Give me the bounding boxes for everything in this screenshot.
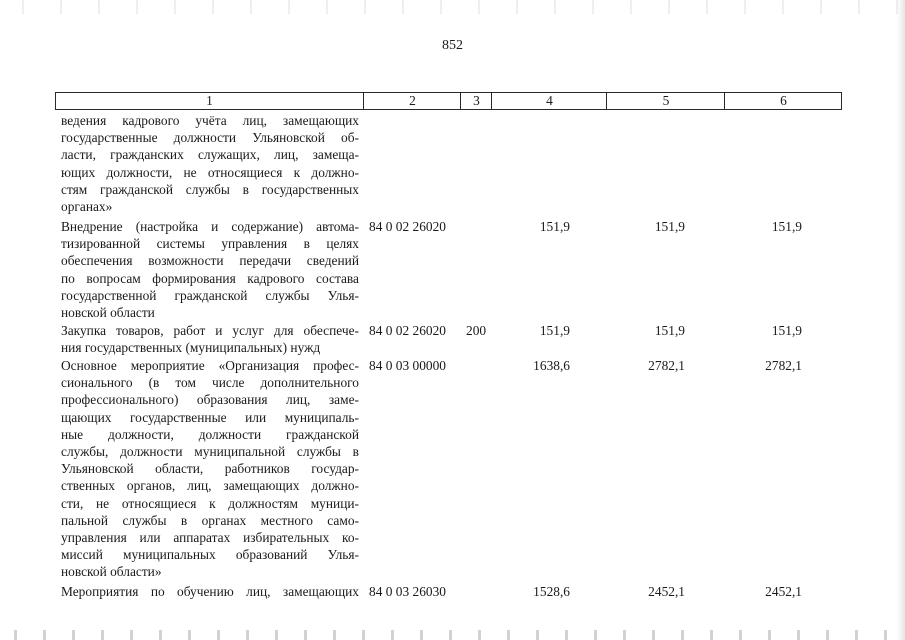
description-line: новской области»: [61, 564, 162, 580]
description-line: стям гражданской службы в государственных: [61, 181, 359, 197]
description-line: сти, не относящиеся к должностям муници-: [61, 495, 359, 511]
description-line: службы, должности муниципальной службы в: [61, 444, 359, 460]
header-col-5: 5: [606, 93, 725, 109]
value-col-5: 2782,1: [648, 358, 685, 373]
value-col-5: 151,9: [654, 323, 685, 338]
value-col-4: 151,9: [539, 219, 570, 234]
description-line: пальной службы в органах местного само-: [61, 512, 359, 528]
budget-code: 84 0 02 26020: [369, 219, 446, 234]
row-description: [61, 218, 359, 321]
description-line: государственной гражданской службы Улья-: [61, 287, 359, 303]
row-description: [61, 583, 359, 600]
description-line: Внедрение (настройка и содержание) автома-: [61, 219, 359, 234]
value-col-4: 151,9: [539, 323, 570, 338]
description-line: Мероприятия по обучению лиц, замещающих: [61, 584, 359, 599]
scan-noise-bottom: [0, 630, 905, 640]
header-col-4: 4: [491, 93, 607, 109]
description-line: сионального (в том числе дополнительного: [61, 375, 359, 391]
description-line: тизированной системы управления в целях: [61, 236, 359, 252]
header-col-3: 3: [460, 93, 492, 109]
budget-code: 84 0 03 26030: [369, 584, 446, 599]
description-line: ственных органов, лиц, замещающих должно-: [61, 478, 359, 494]
value-col-5: 151,9: [654, 219, 685, 234]
value-col-6: 151,9: [771, 219, 802, 234]
description-line: Закупка товаров, работ и услуг для обеспече-: [61, 323, 359, 338]
description-line: государственные должности Ульяновской об-: [61, 130, 359, 146]
description-line: ния государственных (муниципальных) нужд: [61, 340, 321, 356]
scan-edge-shadow: [897, 0, 905, 640]
header-col-1: 1: [206, 93, 213, 108]
value-col-6: 151,9: [771, 323, 802, 338]
value-col-4: 1528,6: [533, 584, 570, 599]
header-col-6: 6: [724, 93, 842, 109]
description-line: органах»: [61, 199, 113, 215]
value-col-6: 2782,1: [765, 358, 802, 373]
description-line: ласти, гражданских служащих, лиц, замеща-: [61, 147, 359, 163]
budget-code: 84 0 03 00000: [369, 358, 446, 373]
description-line: ющих должности, не относящиеся к должно-: [61, 164, 359, 180]
description-line: обеспечения возможности передачи сведений: [61, 253, 359, 269]
row-description: [61, 357, 359, 581]
budget-code: 84 0 02 26020: [369, 323, 446, 338]
description-line: Основное мероприятие «Организация профес-: [61, 358, 359, 373]
value-col-6: 2452,1: [765, 584, 802, 599]
description-line: новской области: [61, 305, 155, 321]
description-line: Ульяновской области, работников государ-: [61, 461, 359, 477]
header-col-2: 2: [363, 93, 461, 109]
description-line: управления или аппаратах избирательных ко-: [61, 530, 359, 546]
row-description: [61, 112, 359, 215]
description-line: ные должности, должности гражданской: [61, 426, 359, 442]
page-number: 852: [442, 38, 463, 53]
table-header: [55, 92, 842, 110]
description-line: по вопросам формирования кадрового состава: [61, 270, 359, 286]
description-line: ведения кадрового учёта лиц, замещающих: [61, 113, 359, 128]
scan-noise-top: [0, 0, 905, 14]
row-description: [61, 322, 359, 356]
expense-type: 200: [466, 323, 487, 338]
description-line: щающих государственные или муниципаль-: [61, 409, 359, 425]
description-line: миссий муниципальных образований Улья-: [61, 547, 359, 563]
description-line: профессионального) образования лиц, заме-: [61, 392, 359, 408]
value-col-5: 2452,1: [648, 584, 685, 599]
value-col-4: 1638,6: [533, 358, 570, 373]
